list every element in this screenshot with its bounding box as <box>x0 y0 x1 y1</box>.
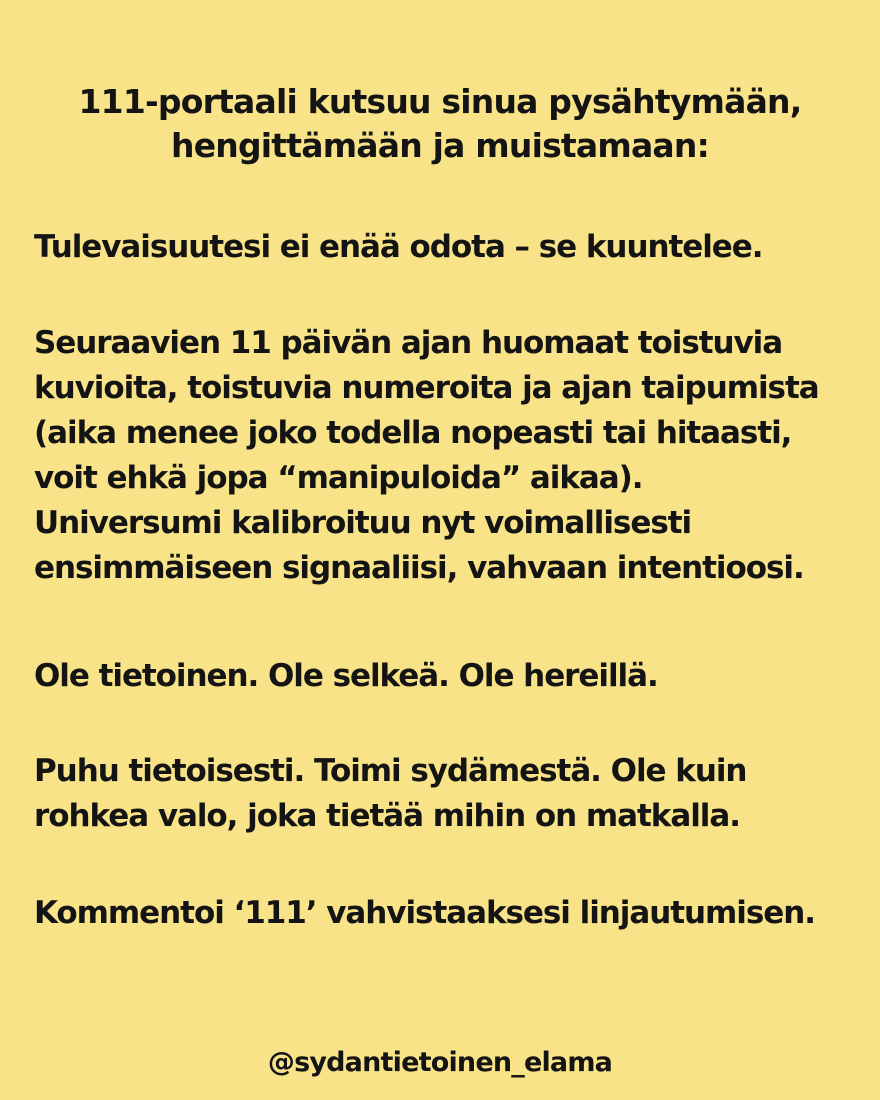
title-line-1: 111-portaali kutsuu sinua pysähtymään, <box>78 82 802 121</box>
paragraph-line: Universumi kalibroituu nyt voimallisesti <box>34 505 692 541</box>
paragraph-line: Ole tietoinen. Ole selkeä. Ole hereillä. <box>34 658 658 694</box>
paragraph-line: Seuraavien 11 päivän ajan huomaat toistuvia <box>34 325 783 361</box>
paragraph-line: voit ehkä jopa “manipuloida” aikaa). <box>34 460 643 496</box>
paragraph-line: rohkea valo, joka tietää mihin on matkalla. <box>34 798 740 834</box>
paragraph-line: (aika menee joko todella nopeasti tai hitaasti, <box>34 415 792 451</box>
paragraph-line: kuvioita, toistuvia numeroita ja ajan taipumista <box>34 370 819 406</box>
post-title <box>0 80 880 168</box>
paragraph-eleven-days <box>34 321 854 591</box>
paragraph-future <box>34 225 854 270</box>
paragraph-line: ensimmäiseen signaaliisi, vahvaan intentioosi. <box>34 550 804 586</box>
paragraph-aware <box>34 654 854 699</box>
paragraph-line: Kommentoi ‘111’ vahvistaaksesi linjautumisen. <box>34 895 815 931</box>
paragraph-comment <box>34 891 854 936</box>
paragraph-speak <box>34 749 854 839</box>
paragraph-line: Tulevaisuutesi ei enää odota – se kuuntelee. <box>34 229 763 265</box>
account-handle: @sydantietoinen_elama <box>267 1047 613 1078</box>
title-line-2: hengittämään ja muistamaan: <box>171 126 709 165</box>
paragraph-line: Puhu tietoisesti. Toimi sydämestä. Ole kuin <box>34 753 747 789</box>
